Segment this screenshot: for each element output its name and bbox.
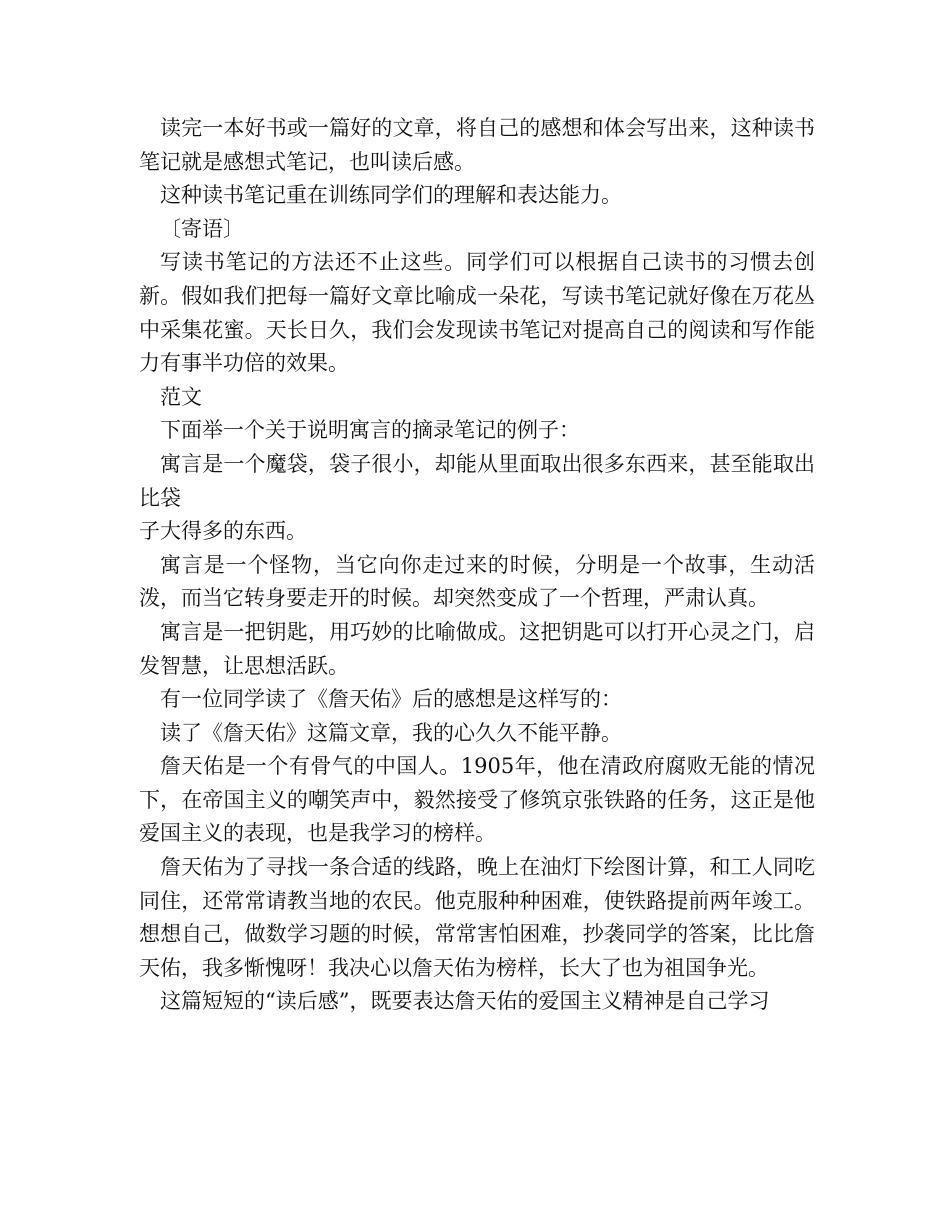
document-page bbox=[139, 112, 815, 1019]
paragraph-fable-bag-line2: 子大得多的东西。 bbox=[139, 519, 307, 544]
paragraph-purpose: 这种读书笔记重在训练同学们的理解和表达能力。 bbox=[160, 183, 622, 208]
paragraph-essay-patriotism: 詹天佑是一个有骨气的中国人。1905年，他在清政府腐败无能的情况下，在帝国主义的嘲笑声中，毅然接受了修筑京张铁路的任务，这正是他爱国主义的表现，也是我学习的榜样。 bbox=[139, 754, 815, 846]
section-heading-jiyu: 〔寄语〕 bbox=[160, 216, 244, 241]
paragraph-essay-opening: 读了《詹天佑》这篇文章，我的心久久不能平静。 bbox=[160, 720, 622, 745]
paragraph-essay-reflection: 詹天佑为了寻找一条合适的线路，晚上在油灯下绘图计算，和工人同吃同住，还常常请教当地的农民。他克服种种困难，使铁路提前两年竣工。想想自己，做数学习题的时候，常常害怕困难，抄袭同学的答案，比比詹天佑，我多惭愧呀！我决心以詹天佑为榜样，长大了也为祖国争光。 bbox=[139, 855, 815, 980]
paragraph-student-intro: 有一位同学读了《詹天佑》后的感想是这样写的： bbox=[160, 687, 622, 712]
paragraph-fable-key: 寓言是一把钥匙，用巧妙的比喻做成。这把钥匙可以打开心灵之门，启发智慧，让思想活跃。 bbox=[139, 619, 815, 678]
section-heading-fanwen: 范文 bbox=[160, 384, 202, 409]
paragraph-jiyu-body: 写读书笔记的方法还不止这些。同学们可以根据自己读书的习惯去创新。假如我们把每一篇好文章比喻成一朵花，写读书笔记就好像在万花丛中采集花蜜。天长日久，我们会发现读书笔记对提高自己的阅读和写作能力有事半功倍的效果。 bbox=[139, 250, 815, 376]
paragraph-fable-monster: 寓言是一个怪物，当它向你走过来的时候，分明是一个故事，生动活泼，而当它转身要走开的时候。却突然变成了一个哲理，严肃认真。 bbox=[139, 552, 815, 611]
paragraph-example-intro: 下面举一个关于说明寓言的摘录笔记的例子： bbox=[160, 418, 580, 443]
paragraph-fable-bag-line1: 寓言是一个魔袋，袋子很小，却能从里面取出很多东西来，甚至能取出比袋 bbox=[139, 451, 815, 510]
paragraph-intro-definition: 读完一本好书或一篇好的文章，将自己的感想和体会写出来，这种读书笔记就是感想式笔记，也叫读后感。 bbox=[139, 116, 815, 174]
paragraph-commentary: 这篇短短的“读后感”，既要表达詹天佑的爱国主义精神是自己学习 bbox=[160, 989, 770, 1014]
